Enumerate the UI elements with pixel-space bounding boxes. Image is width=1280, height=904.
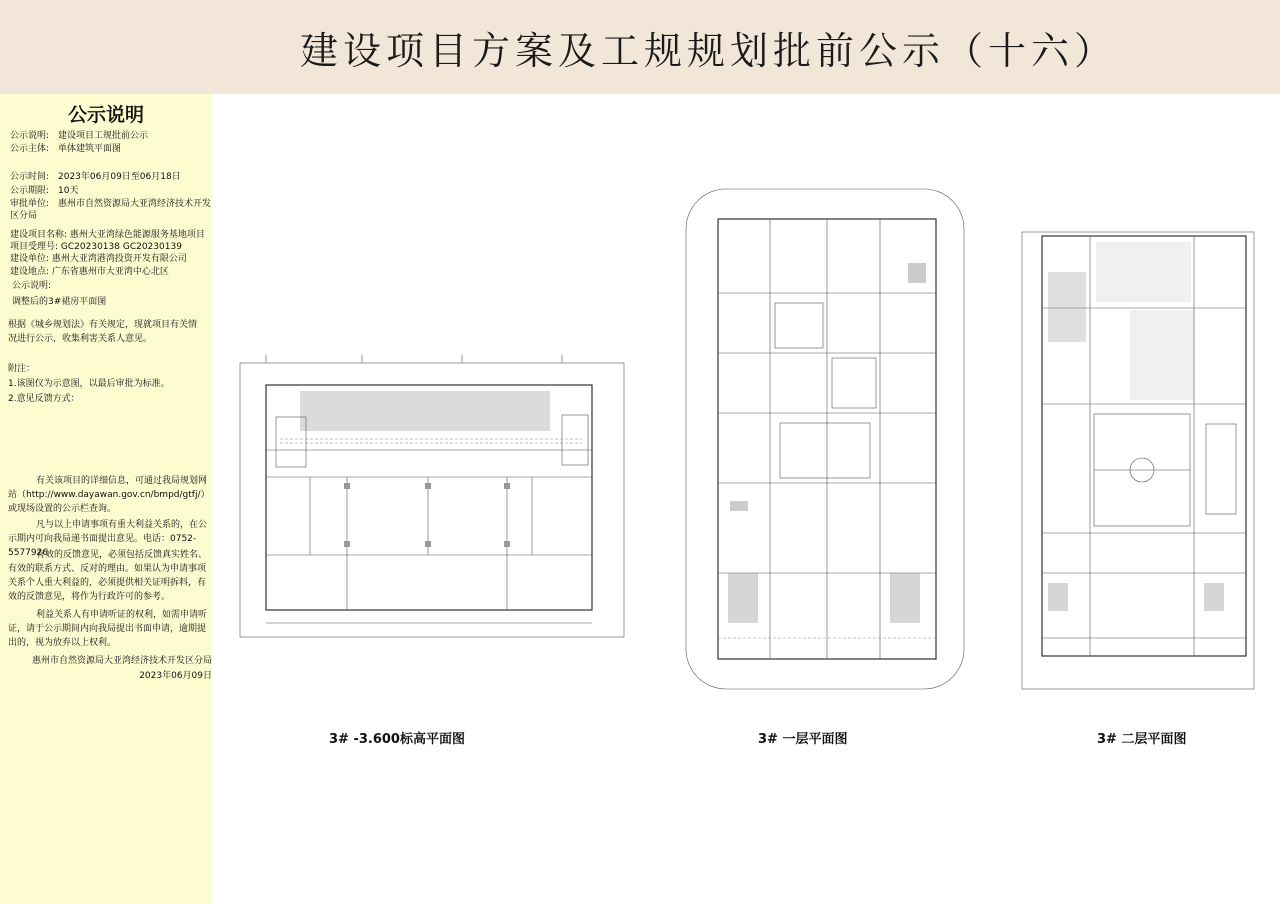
law-note: 根据《城乡规划法》有关规定，现就项目有关情况进行公示，收集利害关系人意见。 <box>8 320 198 344</box>
title-bar <box>0 0 1280 94</box>
appendix-item: 2.意见反馈方式： <box>8 394 80 404</box>
info-key: 公示期限: <box>10 186 50 196</box>
appendix-title: 附注： <box>8 364 36 374</box>
second-floor-plan <box>1018 228 1258 693</box>
info-value: 惠州大亚湾港湾投资开发有限公司 <box>51 254 187 264</box>
info-row <box>10 144 210 155</box>
appendix-item: 1.该图仅为示意图，以最后审批为标准。 <box>8 379 170 389</box>
plan-label-basement: 3# -3.600标高平面图 <box>329 732 465 747</box>
sidebar <box>0 94 212 904</box>
info-value: 建设项目工规批前公示 <box>58 131 149 141</box>
info-key: 建设单位: <box>10 254 50 264</box>
signature: 惠州市自然资源局大亚湾经济技术开发区分局 <box>31 656 212 666</box>
info-row <box>10 131 210 142</box>
plan-label-second-floor: 3# 二层平面图 <box>1097 732 1187 747</box>
info-row <box>10 230 210 241</box>
info-key: 审批单位: <box>10 199 50 209</box>
info-row <box>10 172 210 183</box>
notice-paragraph: 利益关系人有申请听证的权利，如需申请听证，请于公示期间内向我局提出书面申请，逾期提出的，视为放弃以上权利。 <box>8 610 208 648</box>
info-value: GC20230138 GC20230139 <box>60 242 182 252</box>
first-floor-plan <box>680 183 970 695</box>
info-key: 建设项目名称: <box>10 230 68 240</box>
info-row <box>10 267 210 278</box>
info-key: 公示说明: <box>10 131 50 141</box>
sidebar-heading: 公示说明 <box>67 104 144 126</box>
info-row <box>10 254 210 265</box>
info-value: 10天 <box>58 186 79 196</box>
info-row <box>10 211 210 222</box>
info-value: 惠州市自然资源局大亚湾经济技术开发 <box>58 199 212 209</box>
info-row <box>10 242 210 253</box>
info-row <box>10 199 210 210</box>
page-title: 建设项目方案及工规规划批前公示（十六） <box>300 29 1118 73</box>
notice-paragraph: 凡与以上申请事项有重大利益关系的，在公示期内可向我局递书面提出意见。电话：0752-5577926 <box>8 520 208 558</box>
info-value: 2023年06月09日至06月18日 <box>58 172 181 182</box>
info-key: 公示主体: <box>10 144 50 154</box>
signature-date: 2023年06月09日 <box>139 671 212 681</box>
notice-paragraph: 有效的反馈意见，必须包括反馈真实姓名、有效的联系方式、反对的理由。如果认为申请事项关系个人重大利益的，必须提供相关证明拆料，有效的反馈意见，将作为行政许可的参考。 <box>8 550 208 602</box>
info-value: 惠州大亚湾绿色能源服务基地项目 <box>69 230 205 240</box>
notice-paragraph: 有关该项目的详细信息，可通过我局规划网站（http://www.dayawan.gov.cn/bmpd/gtfj/）或现场设置的公示栏查询。 <box>8 476 208 514</box>
info-value: 调整后的3#裙房平面图 <box>12 297 107 307</box>
info-key: 项目受理号: <box>10 242 59 252</box>
info-row <box>12 281 212 292</box>
basement-floor-plan <box>232 355 632 645</box>
info-key: 公示时间: <box>10 172 50 182</box>
info-key: 公示说明: <box>12 281 52 291</box>
info-key: 建设地点: <box>10 267 50 277</box>
info-value: 广东省惠州市大亚湾中心北区 <box>51 267 169 277</box>
info-value: 区分局 <box>10 211 38 221</box>
info-value: 单体建筑平面图 <box>58 144 122 154</box>
info-row <box>10 186 210 197</box>
plan-label-first-floor: 3# 一层平面图 <box>758 732 848 747</box>
info-row <box>12 297 212 308</box>
